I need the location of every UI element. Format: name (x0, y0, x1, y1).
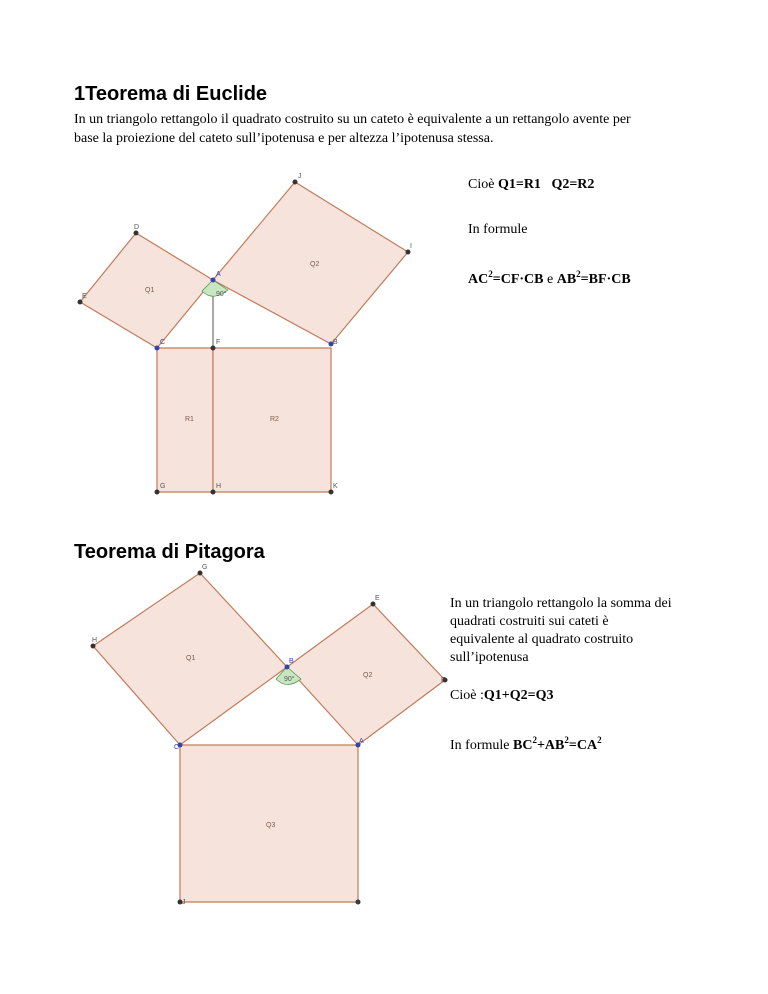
label-q2: Q2 (310, 261, 320, 268)
angle-label: 90° (216, 291, 227, 298)
pitagora-desc-line-1: In un triangolo rettangolo la somma dei (450, 596, 672, 611)
point-label-h: H (92, 637, 98, 644)
label-r1: R1 (185, 416, 194, 423)
point-label-f: F (216, 339, 221, 346)
formula-exp: 2 (597, 735, 602, 745)
euclide-in-formule: In formule (468, 222, 528, 237)
point-label-h: H (216, 483, 222, 490)
euclide-intro-line-1: In un triangolo rettangolo il quadrato costruito su un cateto è equivalente a un rettangolo avente per (74, 112, 631, 127)
label-q2: Q2 (363, 672, 373, 679)
pitagora-desc-line-3: equivalente al quadrato costruito (450, 632, 634, 647)
point-label-d: D (134, 224, 140, 231)
point-b (285, 665, 290, 670)
point-g (198, 571, 203, 576)
point-label-k: K (333, 483, 338, 490)
point-label-c: C (160, 339, 166, 346)
label-q1: Q1 (186, 655, 196, 662)
point-label-e: E (82, 293, 87, 300)
formula-and: e (547, 272, 554, 287)
formula-ab: +AB (536, 738, 565, 753)
formula-ab: AB (556, 272, 577, 287)
point-label-e: E (375, 595, 380, 602)
point-label-a: A (359, 738, 364, 745)
formula-exp: 2 (564, 735, 569, 745)
euclide-cioe-prefix: Cioè (468, 177, 495, 192)
label-q1: Q1 (145, 287, 155, 294)
point-label-c: C (174, 744, 180, 751)
euclide-intro-line-2: base la proiezione del cateto sull’ipotenusa e per altezza l’ipotenusa stessa. (74, 131, 494, 146)
label-q3: Q3 (266, 822, 276, 829)
formula-cf-cb: =CF·CB (492, 272, 544, 287)
formula-ca: =CA (568, 738, 598, 753)
pitagora-title: Teorema di Pitagora (74, 541, 265, 563)
pitagora-cioe-prefix: Cioè : (450, 688, 484, 703)
point-label-a: A (216, 271, 221, 278)
pitagora-desc-line-2: quadrati costruiti sui cateti è (450, 614, 609, 629)
pitagora-in-formule: In formule (450, 738, 510, 753)
formula-bf-cb: =BF·CB (580, 272, 631, 287)
pitagora-eq: Q1+Q2=Q3 (483, 688, 554, 703)
euclide-eq1: Q1=R1 (497, 177, 541, 192)
euclide-eq2: Q2=R2 (551, 177, 595, 192)
point-label-b: B (289, 658, 294, 665)
point-label-i: I (410, 243, 412, 250)
pitagora-desc-line-4: sull’ipotenusa (450, 650, 529, 665)
formula-ac: AC (468, 272, 489, 287)
point-label-j: J (182, 899, 186, 906)
formula-exp: 2 (488, 269, 493, 279)
formula-exp: 2 (576, 269, 581, 279)
point-label-b: B (333, 339, 338, 346)
formula-exp: 2 (532, 735, 537, 745)
point-label-g: G (202, 564, 208, 571)
point-h (91, 644, 96, 649)
label-r2: R2 (270, 416, 279, 423)
point-label-i: I (357, 899, 359, 906)
point-label-j: J (298, 173, 302, 180)
euclide-title: 1Teorema di Euclide (74, 83, 268, 105)
angle-label: 90° (284, 676, 295, 683)
point-label-f: F (441, 677, 446, 684)
point-label-g: G (160, 483, 166, 490)
point-e (371, 602, 376, 607)
formula-bc: BC (512, 738, 533, 753)
